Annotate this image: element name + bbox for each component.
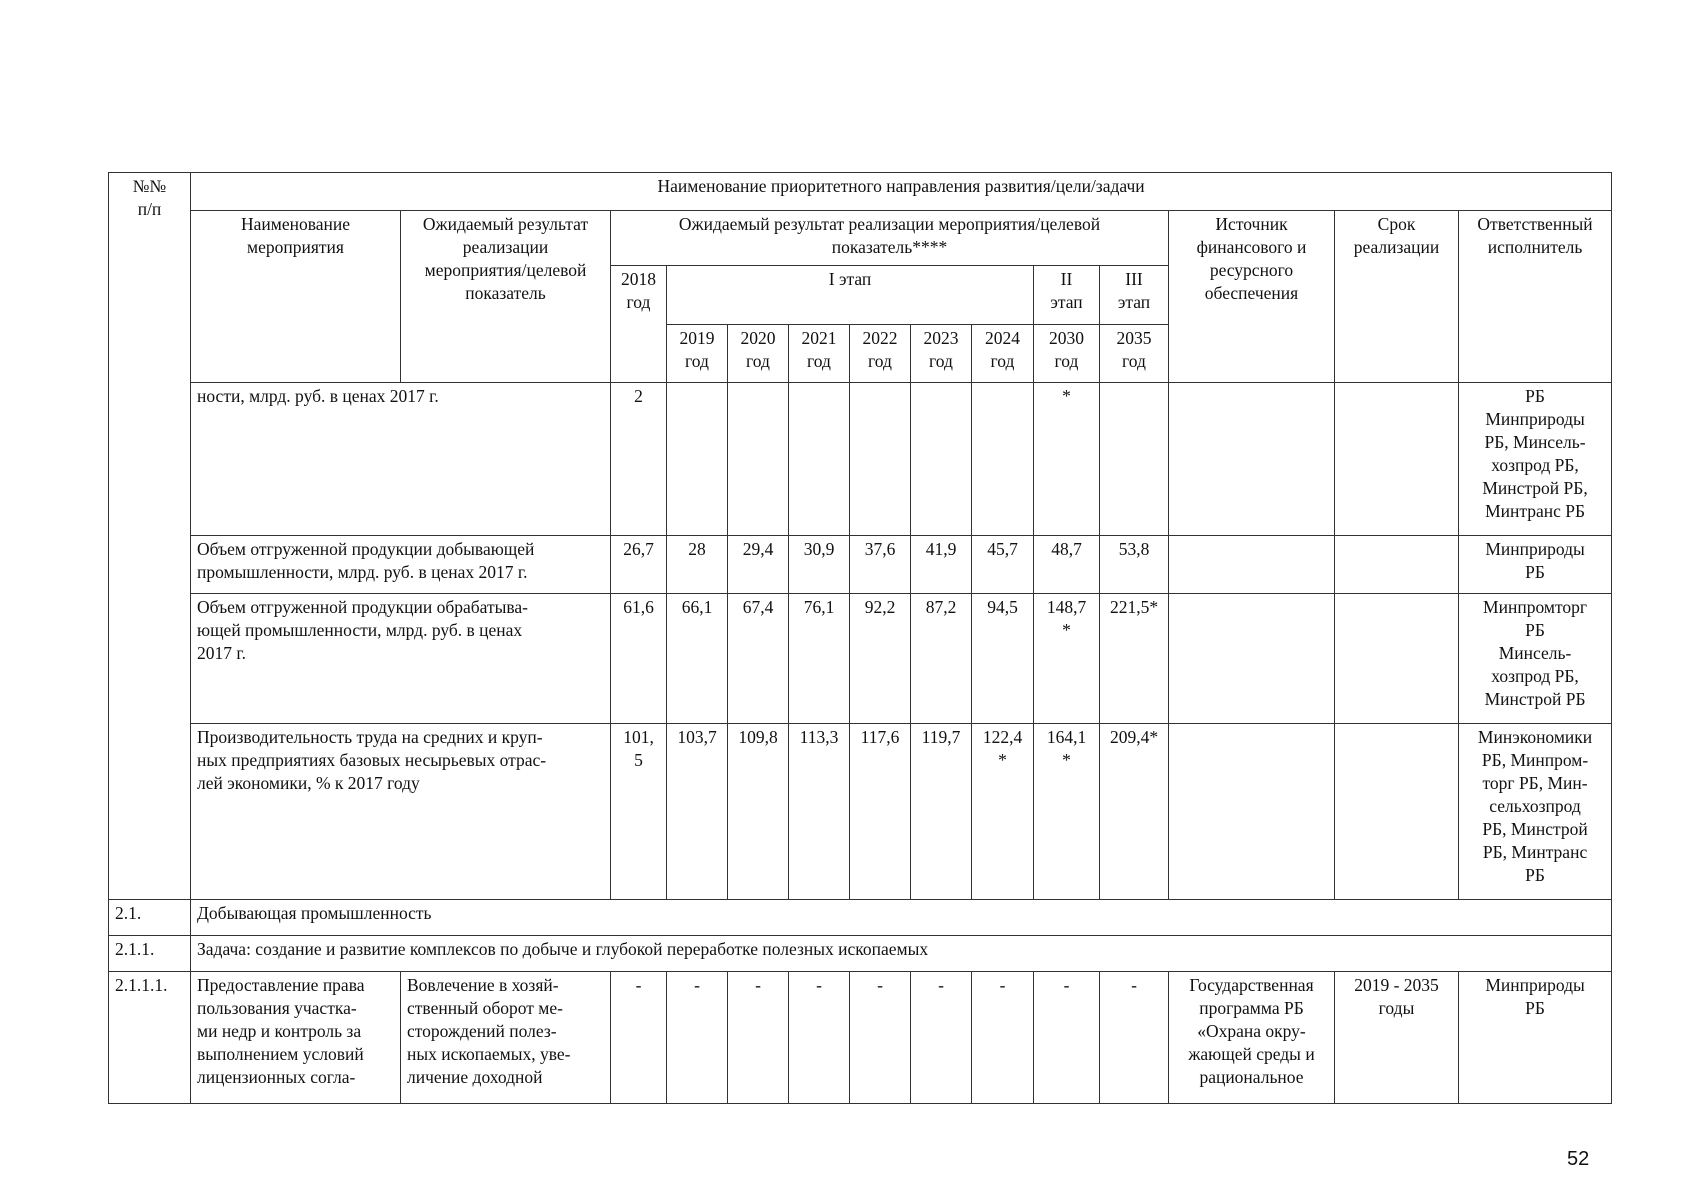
- value-cell: [1100, 383, 1169, 536]
- value-cell: 103,7: [667, 724, 728, 900]
- value-cell: 48,7: [1034, 536, 1100, 594]
- value-cell: -: [728, 972, 789, 1104]
- value-cell: 94,5: [972, 594, 1034, 724]
- section-number: 2.1.: [109, 900, 191, 936]
- value-cell: [667, 383, 728, 536]
- event-name-header: Наименование мероприятия: [191, 211, 401, 383]
- responsible-cell: Минприроды РБ: [1459, 972, 1612, 1104]
- source-cell: [1169, 724, 1335, 900]
- year-2018-header: 2018 год: [611, 266, 667, 383]
- value-cell: [789, 383, 850, 536]
- indicator-label: Объем отгруженной продукции добывающей промышленности, млрд. руб. в ценах 2017 г.: [191, 536, 611, 594]
- value-cell: 117,6: [850, 724, 911, 900]
- term-cell: [1335, 383, 1459, 536]
- value-cell: [728, 383, 789, 536]
- source-cell: [1169, 594, 1335, 724]
- responsible-header: Ответственный исполнитель: [1459, 211, 1612, 383]
- indicator-label: ности, млрд. руб. в ценах 2017 г.: [191, 383, 611, 536]
- value-cell: [911, 383, 972, 536]
- value-cell: 164,1 *: [1034, 724, 1100, 900]
- table-row: [109, 383, 1612, 536]
- value-cell: 113,3: [789, 724, 850, 900]
- responsible-cell: Минпромторг РБ Минсель- хозпрод РБ, Минстрой РБ: [1459, 594, 1612, 724]
- value-cell: 41,9: [911, 536, 972, 594]
- responsible-cell: РБ Минприроды РБ, Минсель- хозпрод РБ, Минстрой РБ, Минтранс РБ: [1459, 383, 1612, 536]
- value-cell: 92,2: [850, 594, 911, 724]
- value-cell: 221,5*: [1100, 594, 1169, 724]
- value-cell: 53,8: [1100, 536, 1169, 594]
- value-cell: 109,8: [728, 724, 789, 900]
- value-cell: 66,1: [667, 594, 728, 724]
- value-cell: 28: [667, 536, 728, 594]
- value-cell: 67,4: [728, 594, 789, 724]
- value-cell: -: [850, 972, 911, 1104]
- table-row: [109, 972, 1612, 1104]
- term-header: Срок реализации: [1335, 211, 1459, 383]
- value-cell: [850, 383, 911, 536]
- task-title: Задача: создание и развитие комплексов по добыче и глубокой переработке полезных ископаемых: [191, 936, 1612, 972]
- section-title-header: Наименование приоритетного направления развития/цели/задачи: [191, 173, 1612, 211]
- value-cell: -: [789, 972, 850, 1104]
- term-cell: [1335, 594, 1459, 724]
- year-header: 2021 год: [789, 325, 850, 383]
- year-header: 2023 год: [911, 325, 972, 383]
- year-header: 2022 год: [850, 325, 911, 383]
- value-cell: -: [1100, 972, 1169, 1104]
- value-cell: 30,9: [789, 536, 850, 594]
- stage-2-header: II этап: [1034, 266, 1100, 325]
- source-cell: [1169, 536, 1335, 594]
- year-header: 2030 год: [1034, 325, 1100, 383]
- year-header: 2035 год: [1100, 325, 1169, 383]
- event-name-cell: Предоставление права пользования участка- ми недр и контроль за выполнением условий лицензионных согла-: [191, 972, 401, 1104]
- year-header: 2019 год: [667, 325, 728, 383]
- stage-1-header: I этап: [667, 266, 1034, 325]
- expected-indicator-header: Ожидаемый результат реализации мероприятия/целевой показатель****: [611, 211, 1169, 266]
- stage-3-header: III этап: [1100, 266, 1169, 325]
- expected-result-header: Ожидаемый результат реализации мероприятия/целевой показатель: [401, 211, 611, 383]
- value-cell: 26,7: [611, 536, 667, 594]
- value-cell: 87,2: [911, 594, 972, 724]
- term-cell: [1335, 724, 1459, 900]
- value-cell: -: [611, 972, 667, 1104]
- term-cell: 2019 - 2035 годы: [1335, 972, 1459, 1104]
- value-cell: 76,1: [789, 594, 850, 724]
- term-cell: [1335, 536, 1459, 594]
- column-number-header: №№ п/п: [109, 173, 191, 900]
- page-number: 52: [1567, 1148, 1590, 1170]
- value-cell: 2: [611, 383, 667, 536]
- value-cell: -: [667, 972, 728, 1104]
- table-row: [109, 724, 1612, 900]
- table-row: [109, 594, 1612, 724]
- indicator-label: Производительность труда на средних и круп- ных предприятиях базовых несырьевых отрас- лей экономики, % к 2017 году: [191, 724, 611, 900]
- value-cell: 119,7: [911, 724, 972, 900]
- value-cell: 148,7 *: [1034, 594, 1100, 724]
- indicator-label: Объем отгруженной продукции обрабатыва- ющей промышленности, млрд. руб. в ценах 2017 г.: [191, 594, 611, 724]
- value-cell: 122,4 *: [972, 724, 1034, 900]
- value-cell: -: [911, 972, 972, 1104]
- table-row: [109, 536, 1612, 594]
- expected-result-cell: Вовлечение в хозяй- ственный оборот ме- сторождений полез- ных ископаемых, уве- личение доходной: [401, 972, 611, 1104]
- task-row: [109, 936, 1612, 972]
- responsible-cell: Минприроды РБ: [1459, 536, 1612, 594]
- year-header: 2024 год: [972, 325, 1034, 383]
- year-header: 2020 год: [728, 325, 789, 383]
- responsible-cell: Минэкономики РБ, Минпром- торг РБ, Мин- сельхозпрод РБ, Минстрой РБ, Минтранс РБ: [1459, 724, 1612, 900]
- plan-table: [108, 172, 1612, 1104]
- item-number: 2.1.1.1.: [109, 972, 191, 1104]
- value-cell: 37,6: [850, 536, 911, 594]
- value-cell: 101, 5: [611, 724, 667, 900]
- value-cell: [972, 383, 1034, 536]
- value-cell: 209,4*: [1100, 724, 1169, 900]
- value-cell: 45,7: [972, 536, 1034, 594]
- value-cell: *: [1034, 383, 1100, 536]
- source-cell: Государственная программа РБ «Охрана окру- жающей среды и рациональное: [1169, 972, 1335, 1104]
- source-header: Источник финансового и ресурсного обеспечения: [1169, 211, 1335, 383]
- section-title: Добывающая промышленность: [191, 900, 1612, 936]
- value-cell: -: [1034, 972, 1100, 1104]
- value-cell: 29,4: [728, 536, 789, 594]
- value-cell: 61,6: [611, 594, 667, 724]
- task-number: 2.1.1.: [109, 936, 191, 972]
- section-row: [109, 900, 1612, 936]
- source-cell: [1169, 383, 1335, 536]
- value-cell: -: [972, 972, 1034, 1104]
